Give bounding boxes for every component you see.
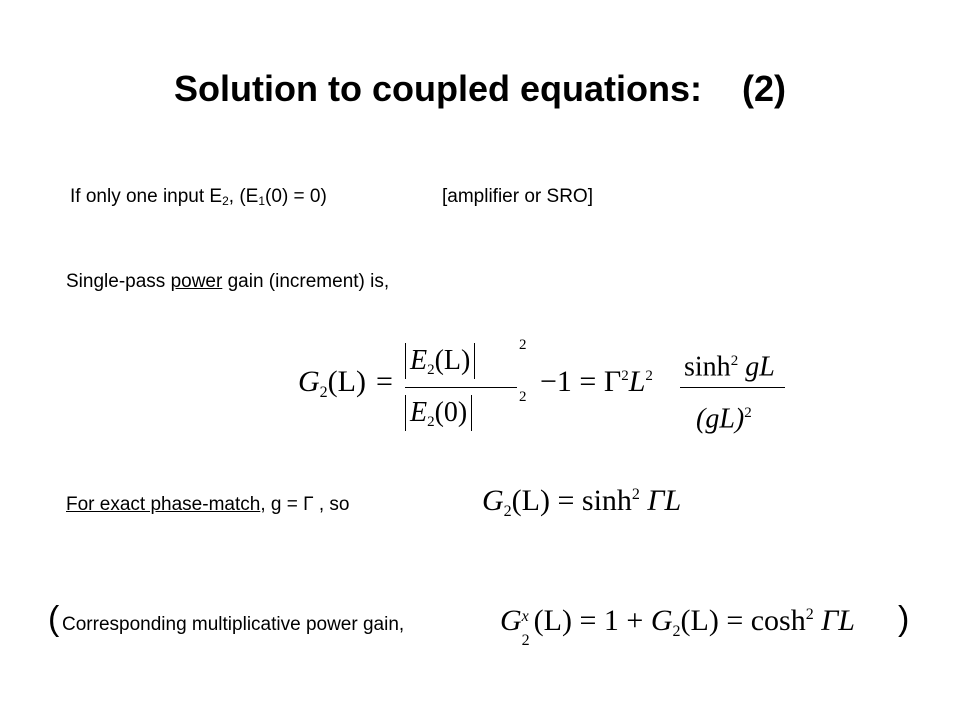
arg-gammaL: ΓL: [647, 484, 682, 517]
subscript: 2: [427, 414, 435, 430]
arg: (L): [533, 604, 572, 637]
exponent: 2: [519, 337, 527, 353]
symbol-G: G: [650, 604, 673, 637]
exponent: 2: [519, 389, 527, 405]
exponent: 2: [805, 606, 814, 623]
arg: (0): [434, 397, 468, 428]
amplifier-note: [amplifier or SRO]: [442, 186, 593, 207]
fraction-bar: [680, 387, 785, 388]
exponent: 2: [645, 368, 653, 384]
symbol-G: G: [482, 484, 504, 517]
symbol-G: G: [298, 365, 320, 398]
minus-one: −1 =: [540, 365, 597, 398]
exponent: 2: [730, 353, 739, 369]
sinh-denominator: [696, 395, 752, 437]
fraction-bar: [405, 387, 517, 388]
underlined-word: power: [170, 271, 223, 292]
intro-text: gain (increment) is,: [222, 271, 390, 292]
subscript: 2: [521, 632, 530, 649]
middle-terms: [540, 365, 653, 399]
gain-intro-line: [66, 271, 389, 293]
title-number: (2): [741, 68, 786, 109]
exponent: 2: [621, 368, 629, 384]
multiplicative-gain-equation: [500, 604, 855, 649]
subscript: 1: [258, 194, 266, 208]
slide-title: [0, 68, 960, 110]
arg: (L): [434, 345, 471, 376]
arg-gammaL: ΓL: [821, 604, 855, 637]
subscript: 2: [222, 194, 229, 208]
symbol-E: E: [410, 397, 428, 428]
condition-text: (0) = 0): [265, 186, 327, 207]
intro-text: Single-pass: [66, 271, 171, 292]
phase-match-line: [66, 494, 349, 516]
subscript: 2: [319, 384, 328, 401]
arg-gL: gL: [745, 351, 775, 383]
subscript: 2: [427, 362, 435, 378]
arg-gL: (gL): [696, 403, 745, 435]
open-paren: (: [48, 600, 60, 638]
arg: (L): [327, 365, 366, 398]
arg: (L): [680, 604, 719, 637]
symbol-L: L: [628, 365, 646, 398]
exponent: 2: [744, 405, 752, 421]
condition-text: , (E: [228, 186, 259, 207]
subscript: 2: [672, 623, 681, 640]
symbol-G: G: [500, 604, 522, 637]
exponent: 2: [631, 486, 640, 503]
title-text: Solution to coupled equations:: [174, 68, 702, 109]
sinh: = sinh: [557, 484, 632, 517]
input-condition-line: [70, 186, 327, 208]
phase-match-equation: [482, 484, 681, 518]
sinh-numerator: [684, 343, 775, 385]
denominator: [405, 395, 472, 431]
condition-text: If only one input E: [70, 186, 223, 207]
multiplicative-gain-text: Corresponding multiplicative power gain,: [62, 614, 405, 635]
symbol-gamma: Γ: [603, 365, 622, 398]
numerator: [405, 343, 475, 379]
underlined-phrase: For exact phase-match: [66, 494, 261, 515]
symbol-E: E: [410, 345, 428, 376]
superscript: x: [521, 608, 529, 625]
equals-sign: =: [376, 365, 393, 398]
subscript: 2: [503, 503, 512, 520]
sinh: sinh: [684, 351, 731, 383]
phase-match-text: , g = Γ , so: [260, 494, 350, 515]
close-paren: ): [898, 600, 910, 638]
arg: (L): [511, 484, 550, 517]
cosh: = cosh: [726, 604, 806, 637]
lhs: [298, 365, 366, 399]
gain-equation: [298, 337, 788, 437]
one-plus: = 1 +: [579, 604, 651, 637]
